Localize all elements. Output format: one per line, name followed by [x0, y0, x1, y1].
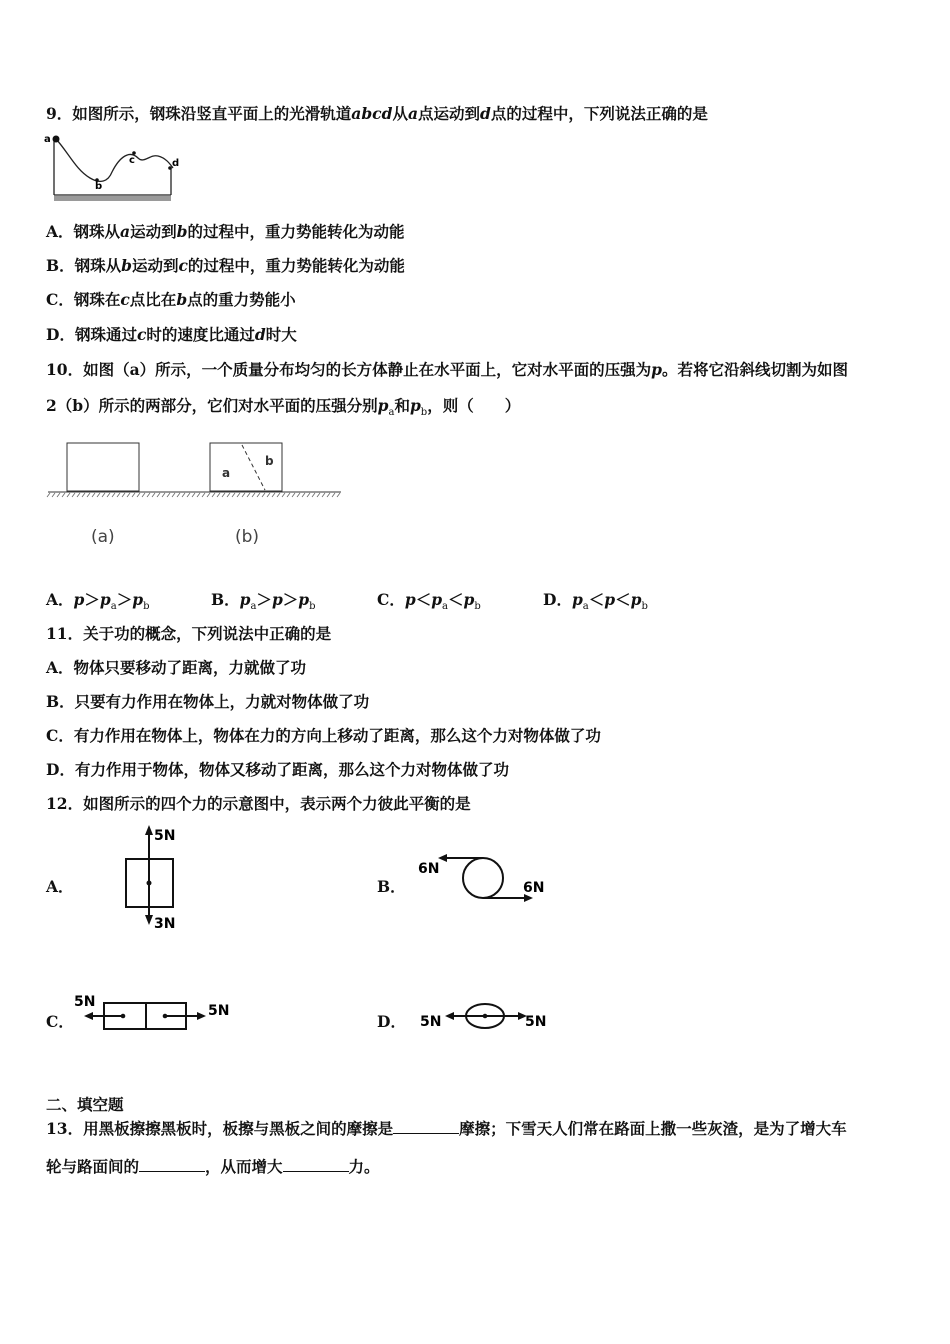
q12-b-right-force: 6N: [523, 880, 545, 896]
q10-caption-b: (b): [235, 527, 260, 547]
q9-option-b: B．钢珠从b运动到c的过程中，重力势能转化为动能: [46, 256, 405, 275]
q11-stem: 11．关于功的概念，下列说法中正确的是: [46, 624, 332, 643]
q12-option-d-label: D．: [377, 1012, 406, 1031]
q9-track-figure: [40, 130, 190, 205]
q13-blank-1[interactable]: [393, 1119, 459, 1134]
q13-line2: 轮与路面间的 ，从而增大 力。: [46, 1157, 380, 1176]
q12-d-right-force: 5N: [525, 1014, 547, 1030]
q9-label-b: b: [95, 181, 103, 192]
q12-b-left-force: 6N: [418, 861, 440, 877]
q9-option-a: A．钢珠从a运动到b的过程中，重力势能转化为动能: [46, 222, 405, 241]
q10-block-a: [67, 443, 139, 491]
q12-a-bottom-force: 3N: [154, 916, 176, 932]
q10-option-b: B．$p_a>p>p_b$: [211, 590, 316, 613]
q9-label-d: d: [172, 158, 180, 169]
q9-option-c: C．钢珠在c点比在b点的重力势能小: [46, 290, 296, 309]
q12-option-b-label: B．: [377, 877, 406, 896]
q11-option-c: C．有力作用在物体上，物体在力的方向上移动了距离，那么这个力对物体做了功: [46, 726, 601, 745]
section-title: 二、填空题: [46, 1095, 124, 1114]
q9-label-a: a: [44, 134, 51, 145]
q11-option-a: A．物体只要移动了距离，力就做了功: [46, 658, 307, 677]
q12-stem: 12．如图所示的四个力的示意图中，表示两个力彼此平衡的是: [46, 794, 471, 813]
q10-option-c: C．$p<p_a<p_b$: [377, 590, 481, 613]
q12-option-c-label: C．: [46, 1012, 74, 1031]
q13-line1: 13．用黑板擦擦黑板时，板擦与黑板之间的摩擦是 摩擦；下雪天人们常在路面上撒一些灰渣，是为了增大车: [46, 1119, 847, 1138]
q12-c-left-force: 5N: [74, 994, 96, 1010]
q11-option-d: D．有力作用于物体，物体又移动了距离，那么这个力对物体做了功: [46, 760, 509, 779]
q10-part-b-label: b: [265, 454, 274, 468]
q10-figure: [46, 440, 346, 550]
q10-option-d: D．$p_a<p<p_b$: [543, 590, 648, 613]
q12-option-a-label: A．: [46, 877, 74, 896]
q10-option-a: A．$p>p_a>p_b$: [46, 590, 150, 613]
q12-figure-d: [418, 995, 558, 1040]
q12-figure-a: [115, 822, 195, 937]
q10-caption-a: (a): [91, 527, 115, 547]
q12-figure-c: [70, 990, 240, 1040]
q10-part-a-label: a: [222, 466, 231, 480]
q10-stem-line2: 2（b）所示的两部分，它们对水平面的压强分别$p_a$和$p_b$，则（ ）: [46, 396, 521, 419]
q12-d-left-force: 5N: [420, 1014, 442, 1030]
q13-blank-2[interactable]: [139, 1157, 205, 1172]
q9-option-d: D．钢珠通过c时的速度比通过d时大: [46, 325, 297, 344]
q12-c-right-force: 5N: [208, 1003, 230, 1019]
q12-figure-b: [410, 842, 550, 912]
q9-stem: 9．如图所示，钢珠沿竖直平面上的光滑轨道abcd从a点运动到d点的过程中，下列说法正确的是: [46, 104, 708, 123]
q12-a-top-force: 5N: [154, 828, 176, 844]
q11-option-b: B．只要有力作用在物体上，力就对物体做了功: [46, 692, 370, 711]
q10-stem-line1: 10．如图（a）所示，一个质量分布均匀的长方体静止在水平面上，它对水平面的压强为p。若将它沿斜线切割为如图: [46, 360, 848, 379]
q13-blank-3[interactable]: [283, 1157, 349, 1172]
q9-label-c: c: [129, 155, 135, 166]
